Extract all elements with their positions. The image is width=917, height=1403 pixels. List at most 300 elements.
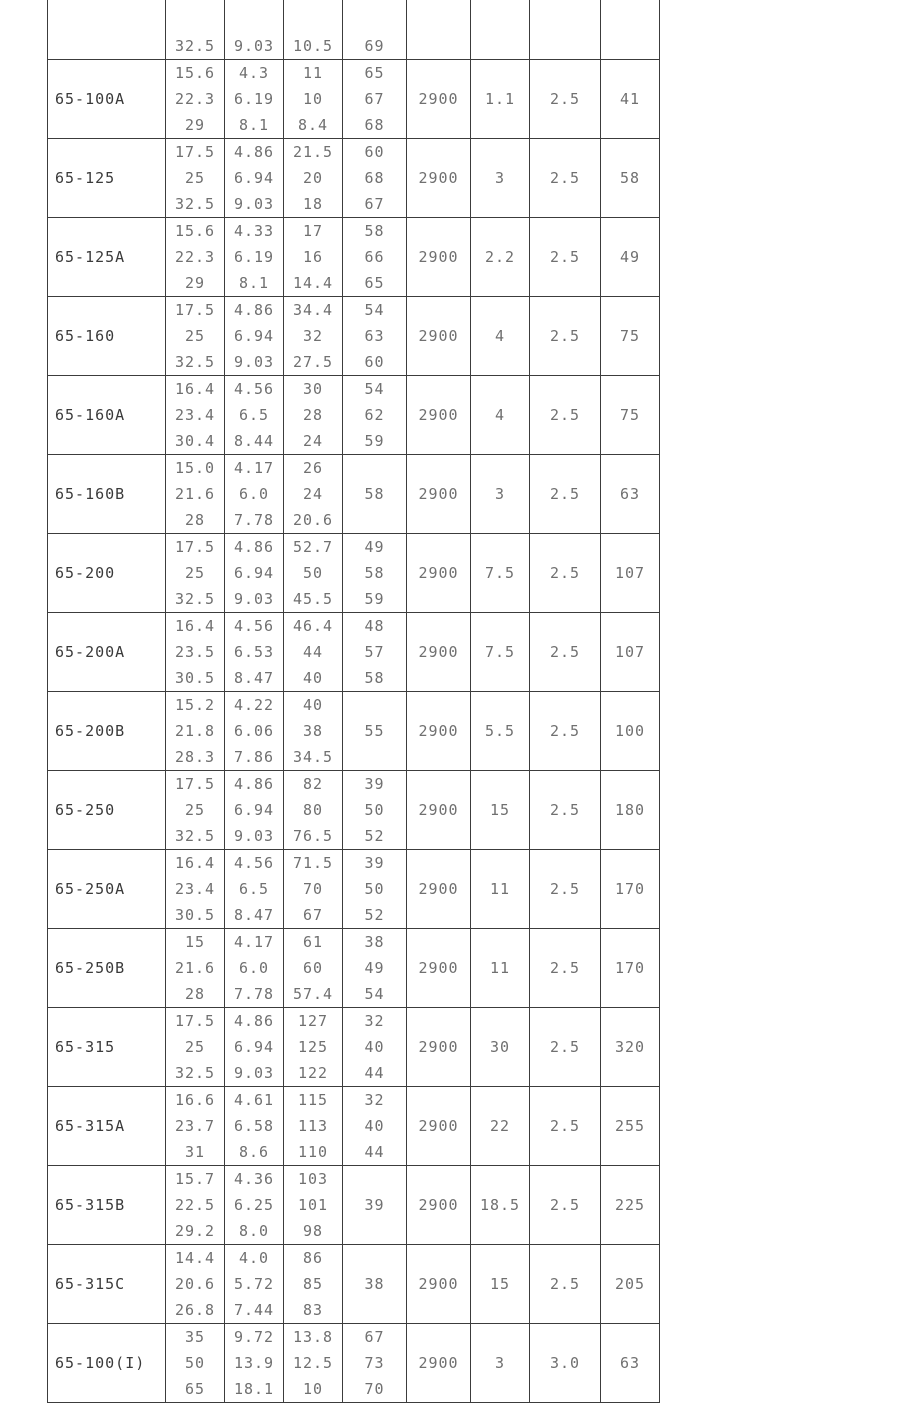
efficiency-cell (343, 850, 407, 929)
speed-cell: 2900 (407, 929, 471, 1008)
flow-ls-cell (225, 1245, 284, 1324)
head-cell (284, 139, 343, 218)
head-value: 115 (297, 1091, 329, 1109)
flow-ls-cell (225, 1087, 284, 1166)
efficiency-cell (343, 297, 407, 376)
head-value: 127 (297, 1012, 329, 1030)
flow-ls-value: 7.44 (233, 1301, 275, 1319)
flow-ls-value: 4.3 (238, 64, 270, 82)
flow-ls-value: 4.86 (233, 1012, 275, 1030)
head-cell (284, 218, 343, 297)
head-cell (284, 60, 343, 139)
efficiency-value: 67 (364, 1328, 385, 1346)
weight-cell: 41 (601, 60, 660, 139)
flow-ls-value: 4.56 (233, 854, 275, 872)
weight-cell: 63 (601, 1324, 660, 1403)
head-value: 14.4 (292, 274, 334, 292)
flow-m3h-value: 21.6 (174, 485, 216, 503)
head-value (284, 0, 342, 7)
power-cell: 4 (471, 376, 530, 455)
efficiency-value: 39 (364, 854, 385, 872)
weight-cell: 225 (601, 1166, 660, 1245)
flow-m3h-value: 15.6 (174, 222, 216, 240)
flow-ls-value: 8.6 (238, 1143, 270, 1161)
efficiency-value: 60 (364, 143, 385, 161)
efficiency-value: 58 (364, 669, 385, 687)
efficiency-value: 54 (364, 985, 385, 1003)
head-value: 82 (302, 775, 324, 793)
power-cell: 11 (471, 929, 530, 1008)
flow-ls-value: 6.94 (233, 169, 275, 187)
flow-m3h-value: 30.4 (174, 432, 216, 450)
model-cell: 65-100A (48, 60, 166, 139)
head-cell (284, 376, 343, 455)
flow-m3h-value: 14.4 (174, 1249, 216, 1267)
flow-m3h-value: 22.5 (174, 1196, 216, 1214)
power-cell: 5.5 (471, 692, 530, 771)
head-value: 61 (302, 933, 324, 951)
flow-m3h-value: 23.4 (174, 880, 216, 898)
flow-ls-value: 4.0 (238, 1249, 270, 1267)
weight-cell: 107 (601, 613, 660, 692)
head-cell (284, 929, 343, 1008)
efficiency-value (343, 7, 406, 33)
table-row (48, 613, 660, 692)
efficiency-value: 39 (364, 1196, 385, 1214)
head-value: 44 (302, 643, 324, 661)
model-cell: 65-100(I) (48, 1324, 166, 1403)
npsh-cell: 2.5 (530, 692, 601, 771)
efficiency-value: 44 (364, 1143, 385, 1161)
flow-m3h-value: 28 (184, 985, 206, 1003)
flow-ls-value: 4.36 (233, 1170, 275, 1188)
flow-m3h-value: 25 (184, 169, 206, 187)
flow-ls-value: 4.22 (233, 696, 275, 714)
head-cell (284, 534, 343, 613)
head-value: 45.5 (292, 590, 334, 608)
weight-cell (601, 0, 660, 60)
efficiency-value: 49 (364, 959, 385, 977)
speed-cell: 2900 (407, 376, 471, 455)
flow-m3h-value: 16.4 (174, 854, 216, 872)
head-value: 70 (302, 880, 324, 898)
flow-ls-value: 4.17 (233, 933, 275, 951)
power-cell: 15 (471, 1245, 530, 1324)
flow-m3h-value: 17.5 (174, 143, 216, 161)
efficiency-value: 67 (364, 195, 385, 213)
flow-ls-cell (225, 534, 284, 613)
flow-ls-cell (225, 692, 284, 771)
table-row (48, 1166, 660, 1245)
flow-m3h-cell (166, 1245, 225, 1324)
head-value: 28 (302, 406, 324, 424)
flow-ls-value: 6.94 (233, 564, 275, 582)
pump-spec-table (47, 0, 660, 1403)
head-cell (284, 1166, 343, 1245)
flow-m3h-cell (166, 534, 225, 613)
head-value: 76.5 (292, 827, 334, 845)
efficiency-cell (343, 1324, 407, 1403)
table-body (48, 0, 660, 1403)
head-value: 85 (302, 1275, 324, 1293)
speed-cell: 2900 (407, 218, 471, 297)
power-cell: 18.5 (471, 1166, 530, 1245)
flow-ls-cell (225, 771, 284, 850)
flow-m3h-value: 16.6 (174, 1091, 216, 1109)
efficiency-value: 40 (364, 1038, 385, 1056)
efficiency-value: 62 (364, 406, 385, 424)
head-value: 8.4 (297, 116, 329, 134)
table-row (48, 929, 660, 1008)
flow-ls-value: 5.72 (233, 1275, 275, 1293)
flow-ls-value: 4.86 (233, 143, 275, 161)
model-cell: 65-200B (48, 692, 166, 771)
efficiency-value: 67 (364, 90, 385, 108)
flow-m3h-value: 21.8 (174, 722, 216, 740)
model-cell: 65-200 (48, 534, 166, 613)
npsh-cell: 2.5 (530, 1008, 601, 1087)
head-value: 18 (302, 195, 324, 213)
head-value: 20.6 (292, 511, 334, 529)
efficiency-value: 54 (364, 301, 385, 319)
model-cell: 65-315A (48, 1087, 166, 1166)
speed-cell: 2900 (407, 771, 471, 850)
model-cell: 65-315 (48, 1008, 166, 1087)
speed-cell: 2900 (407, 297, 471, 376)
weight-cell: 320 (601, 1008, 660, 1087)
flow-m3h-cell (166, 1324, 225, 1403)
flow-ls-value: 9.03 (233, 37, 275, 55)
table-row (48, 455, 660, 534)
flow-m3h-value: 32.5 (174, 195, 216, 213)
flow-m3h-value: 17.5 (174, 538, 216, 556)
head-value: 52.7 (292, 538, 334, 556)
flow-m3h-cell (166, 929, 225, 1008)
model-cell: 65-250A (48, 850, 166, 929)
model-cell: 65-315C (48, 1245, 166, 1324)
flow-ls-value: 4.86 (233, 538, 275, 556)
npsh-cell: 2.5 (530, 1166, 601, 1245)
head-value: 17 (302, 222, 324, 240)
flow-m3h-value: 21.6 (174, 959, 216, 977)
head-value: 125 (297, 1038, 329, 1056)
head-cell (284, 850, 343, 929)
flow-ls-cell (225, 850, 284, 929)
flow-m3h-cell (166, 771, 225, 850)
flow-m3h-cell (166, 613, 225, 692)
table-row (48, 1245, 660, 1324)
flow-ls-value: 4.61 (233, 1091, 275, 1109)
weight-cell: 75 (601, 297, 660, 376)
npsh-cell: 2.5 (530, 534, 601, 613)
speed-cell: 2900 (407, 1008, 471, 1087)
speed-cell: 2900 (407, 613, 471, 692)
efficiency-value: 60 (364, 353, 385, 371)
efficiency-value: 66 (364, 248, 385, 266)
flow-ls-value: 8.1 (238, 116, 270, 134)
head-cell (284, 1324, 343, 1403)
efficiency-value: 38 (364, 1275, 385, 1293)
head-value: 98 (302, 1222, 324, 1240)
head-value: 50 (302, 564, 324, 582)
flow-ls-value: 6.0 (238, 959, 270, 977)
efficiency-value: 49 (364, 538, 385, 556)
flow-ls-value: 4.86 (233, 301, 275, 319)
npsh-cell: 2.5 (530, 297, 601, 376)
weight-cell: 100 (601, 692, 660, 771)
speed-cell: 2900 (407, 534, 471, 613)
power-cell (471, 0, 530, 60)
flow-m3h-value: 17.5 (174, 1012, 216, 1030)
npsh-cell: 2.5 (530, 613, 601, 692)
npsh-cell: 2.5 (530, 60, 601, 139)
efficiency-value: 68 (364, 116, 385, 134)
flow-ls-value: 4.56 (233, 617, 275, 635)
flow-m3h-value: 26.8 (174, 1301, 216, 1319)
efficiency-value: 58 (364, 222, 385, 240)
head-value: 34.4 (292, 301, 334, 319)
head-value: 83 (302, 1301, 324, 1319)
flow-m3h-cell (166, 692, 225, 771)
head-value: 10.5 (292, 37, 334, 55)
flow-ls-value: 13.9 (233, 1354, 275, 1372)
efficiency-cell (343, 455, 407, 534)
efficiency-value (343, 692, 406, 718)
power-cell: 2.2 (471, 218, 530, 297)
flow-ls-value: 9.03 (233, 1064, 275, 1082)
head-value: 12.5 (292, 1354, 334, 1372)
efficiency-cell (343, 376, 407, 455)
flow-m3h-value: 32.5 (174, 353, 216, 371)
efficiency-value: 38 (364, 933, 385, 951)
speed-cell: 2900 (407, 1245, 471, 1324)
flow-m3h-cell (166, 297, 225, 376)
flow-m3h-value (166, 7, 224, 33)
flow-ls-value: 9.03 (233, 590, 275, 608)
power-cell: 30 (471, 1008, 530, 1087)
speed-cell: 2900 (407, 455, 471, 534)
efficiency-value: 73 (364, 1354, 385, 1372)
speed-cell: 2900 (407, 850, 471, 929)
head-value: 113 (297, 1117, 329, 1135)
power-cell: 11 (471, 850, 530, 929)
efficiency-value (343, 1166, 406, 1192)
flow-m3h-value: 29.2 (174, 1222, 216, 1240)
efficiency-value: 70 (364, 1380, 385, 1398)
flow-m3h-value: 28.3 (174, 748, 216, 766)
flow-ls-cell (225, 139, 284, 218)
efficiency-value (343, 455, 406, 481)
efficiency-cell (343, 1008, 407, 1087)
flow-m3h-cell (166, 60, 225, 139)
efficiency-value: 55 (364, 722, 385, 740)
flow-ls-value: 8.1 (238, 274, 270, 292)
power-cell: 7.5 (471, 534, 530, 613)
flow-ls-cell (225, 1324, 284, 1403)
model-cell: 65-250B (48, 929, 166, 1008)
efficiency-value: 50 (364, 801, 385, 819)
efficiency-value (343, 1218, 406, 1244)
flow-m3h-cell (166, 1008, 225, 1087)
head-value: 40 (302, 669, 324, 687)
head-value: 21.5 (292, 143, 334, 161)
efficiency-value: 44 (364, 1064, 385, 1082)
flow-ls-value: 9.03 (233, 195, 275, 213)
model-cell: 65-125 (48, 139, 166, 218)
flow-m3h-value: 25 (184, 327, 206, 345)
npsh-cell: 2.5 (530, 455, 601, 534)
flow-m3h-cell (166, 1166, 225, 1245)
head-value: 27.5 (292, 353, 334, 371)
efficiency-value: 48 (364, 617, 385, 635)
model-cell: 65-160A (48, 376, 166, 455)
speed-cell: 2900 (407, 692, 471, 771)
flow-ls-value: 18.1 (233, 1380, 275, 1398)
efficiency-value (343, 0, 406, 7)
efficiency-value: 39 (364, 775, 385, 793)
flow-ls-value: 6.5 (238, 880, 270, 898)
flow-m3h-value: 23.7 (174, 1117, 216, 1135)
head-value: 10 (302, 1380, 324, 1398)
flow-m3h-value: 15 (184, 933, 206, 951)
flow-ls-cell (225, 613, 284, 692)
weight-cell: 170 (601, 929, 660, 1008)
flow-ls-cell (225, 0, 284, 60)
flow-m3h-cell (166, 455, 225, 534)
flow-m3h-value: 25 (184, 564, 206, 582)
efficiency-cell (343, 771, 407, 850)
model-cell: 65-200A (48, 613, 166, 692)
flow-m3h-value: 22.3 (174, 90, 216, 108)
flow-ls-value: 7.86 (233, 748, 275, 766)
head-value: 26 (302, 459, 324, 477)
pump-spec-table-container (47, 0, 659, 1398)
flow-m3h-value: 35 (184, 1328, 206, 1346)
power-cell: 3 (471, 455, 530, 534)
flow-ls-cell (225, 297, 284, 376)
head-value (284, 7, 342, 33)
model-cell: 65-125A (48, 218, 166, 297)
head-value: 71.5 (292, 854, 334, 872)
flow-m3h-value: 65 (184, 1380, 206, 1398)
efficiency-value: 52 (364, 906, 385, 924)
efficiency-cell (343, 534, 407, 613)
table-row (48, 850, 660, 929)
head-cell (284, 771, 343, 850)
efficiency-value: 65 (364, 64, 385, 82)
flow-m3h-value: 16.4 (174, 617, 216, 635)
flow-m3h-cell (166, 850, 225, 929)
table-row (48, 1008, 660, 1087)
flow-m3h-value: 22.3 (174, 248, 216, 266)
power-cell: 1.1 (471, 60, 530, 139)
efficiency-value: 59 (364, 590, 385, 608)
flow-ls-value: 6.06 (233, 722, 275, 740)
head-value: 11 (302, 64, 324, 82)
flow-m3h-value: 32.5 (174, 827, 216, 845)
efficiency-value: 54 (364, 380, 385, 398)
flow-m3h-value: 31 (184, 1143, 206, 1161)
table-row (48, 771, 660, 850)
npsh-cell (530, 0, 601, 60)
flow-ls-value: 6.5 (238, 406, 270, 424)
head-value: 86 (302, 1249, 324, 1267)
flow-m3h-value: 15.0 (174, 459, 216, 477)
flow-m3h-cell (166, 0, 225, 60)
flow-ls-value: 6.25 (233, 1196, 275, 1214)
power-cell: 3 (471, 139, 530, 218)
efficiency-value: 65 (364, 274, 385, 292)
table-row (48, 376, 660, 455)
flow-ls-value (225, 0, 283, 7)
flow-m3h-value: 30.5 (174, 669, 216, 687)
flow-ls-value: 6.19 (233, 248, 275, 266)
efficiency-value: 52 (364, 827, 385, 845)
efficiency-cell (343, 1087, 407, 1166)
table-row (48, 1324, 660, 1403)
flow-ls-value: 6.94 (233, 1038, 275, 1056)
flow-m3h-value: 25 (184, 1038, 206, 1056)
head-cell (284, 1245, 343, 1324)
efficiency-value: 40 (364, 1117, 385, 1135)
flow-ls-value: 8.44 (233, 432, 275, 450)
flow-ls-cell (225, 60, 284, 139)
flow-ls-value: 6.94 (233, 327, 275, 345)
flow-m3h-value: 17.5 (174, 301, 216, 319)
efficiency-cell (343, 218, 407, 297)
head-value: 46.4 (292, 617, 334, 635)
head-value: 57.4 (292, 985, 334, 1003)
flow-m3h-value: 29 (184, 274, 206, 292)
weight-cell: 180 (601, 771, 660, 850)
efficiency-value: 63 (364, 327, 385, 345)
flow-m3h-cell (166, 139, 225, 218)
head-value: 60 (302, 959, 324, 977)
weight-cell: 75 (601, 376, 660, 455)
flow-ls-value: 4.56 (233, 380, 275, 398)
head-value: 24 (302, 485, 324, 503)
flow-m3h-value: 23.4 (174, 406, 216, 424)
flow-m3h-cell (166, 218, 225, 297)
flow-ls-value: 7.78 (233, 511, 275, 529)
efficiency-value: 58 (364, 564, 385, 582)
flow-ls-value: 8.0 (238, 1222, 270, 1240)
speed-cell: 2900 (407, 60, 471, 139)
head-value: 20 (302, 169, 324, 187)
flow-m3h-value: 23.5 (174, 643, 216, 661)
efficiency-cell (343, 1245, 407, 1324)
flow-ls-value: 4.33 (233, 222, 275, 240)
model-cell: 65-160 (48, 297, 166, 376)
flow-ls-value: 4.17 (233, 459, 275, 477)
flow-m3h-value: 30.5 (174, 906, 216, 924)
efficiency-value: 32 (364, 1012, 385, 1030)
flow-ls-value: 9.03 (233, 353, 275, 371)
efficiency-value (343, 1245, 406, 1271)
weight-cell: 205 (601, 1245, 660, 1324)
efficiency-value (343, 744, 406, 770)
npsh-cell: 2.5 (530, 139, 601, 218)
head-cell (284, 297, 343, 376)
efficiency-value (343, 1297, 406, 1323)
speed-cell: 2900 (407, 1324, 471, 1403)
head-value: 103 (297, 1170, 329, 1188)
flow-ls-cell (225, 455, 284, 534)
flow-m3h-value: 20.6 (174, 1275, 216, 1293)
head-value: 10 (302, 90, 324, 108)
table-row (48, 297, 660, 376)
head-cell (284, 692, 343, 771)
